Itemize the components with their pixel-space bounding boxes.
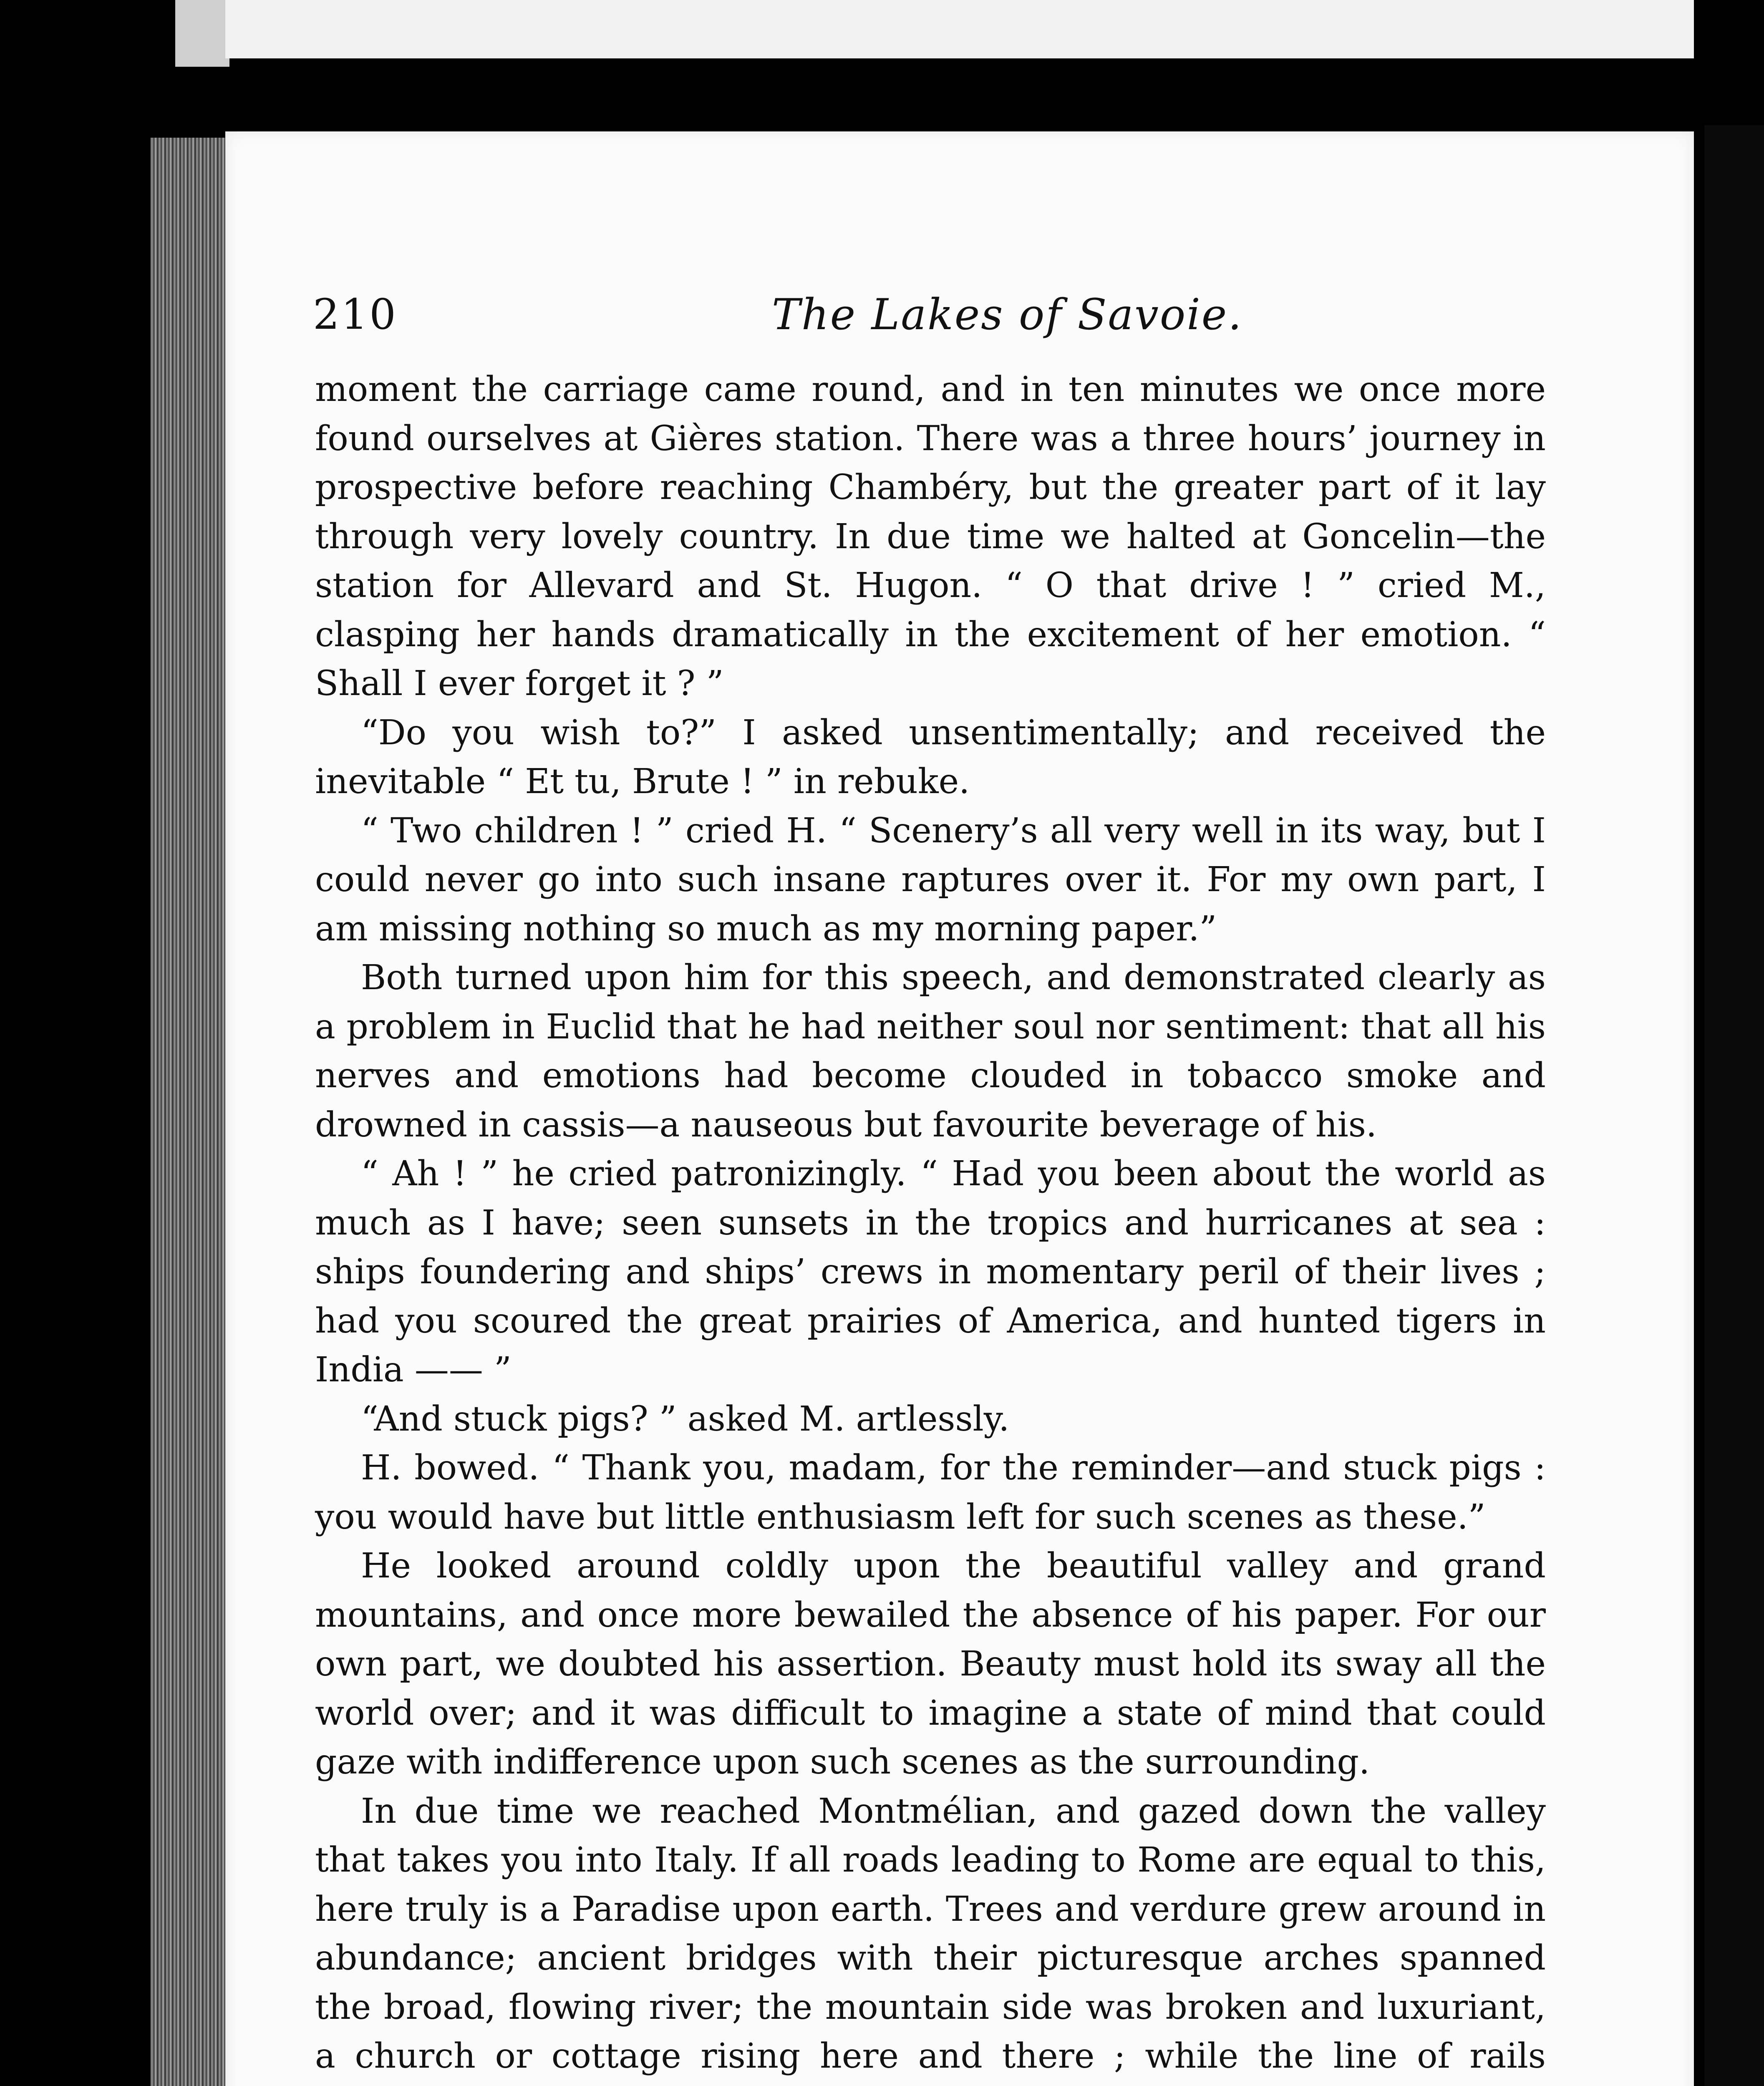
running-title: The Lakes of Savoie. (772, 290, 1243, 340)
paragraph: “And stuck pigs? ” asked M. artlessly. (361, 1399, 1010, 1439)
right-page-edge (1704, 125, 1764, 2086)
paragraph: “ Ah ! ” he cried patronizingly. “ Had you been about the world as much as I have; seen sunsets in the tropics and hurricanes at sea : ships foundering and ships’ crews in momentary peril of their lives ; had you scoured the great prairies of America, and hunted tigers in India —— ” (315, 1154, 1546, 1390)
paragraph: “ Two children ! ” cried H. “ Scenery’s all very well in its way, but I could never go into such insane raptures over it. For my own part, I am missing nothing so much as my morning paper.” (315, 811, 1546, 949)
book-page-edges (150, 138, 238, 2086)
paragraph: He looked around coldly upon the beautiful valley and grand mountains, and once more bewailed the absence of his paper. For our own part, we doubted his assertion. Beauty must hold its sway all the world over; and it was difficult to imagine a state of mind that could gaze with indifference upon such scenes as the surrounding. (315, 1546, 1546, 1782)
paragraph: Both turned upon him for this speech, and demonstrated clearly as a problem in Euclid that he had neither soul nor sentiment: that all his nerves and emotions had become clouded in tobacco smoke and drowned in cassis—a nauseous but favourite beverage of his. (315, 958, 1546, 1145)
body-text (315, 365, 1546, 2086)
previous-page-strip (225, 0, 1694, 58)
paragraph: moment the carriage came round, and in ten minutes we once more found ourselves at Gières station. There was a three hours’ journey in prospective before reaching Chambéry, but the greater part of it lay through very lovely country. In due time we halted at Goncelin—the station for Allevard and St. Hugon. “ O that drive ! ” cried M., clasping her hands dramatically in the excitement of her emotion. “ Shall I ever forget it ? ” (315, 370, 1546, 703)
page-header (313, 290, 1602, 357)
page-number: 210 (313, 290, 398, 339)
paragraph: “Do you wish to?” I asked unsentimentally; and received the inevitable “ Et tu, Brute ! ” in rebuke. (315, 713, 1546, 801)
paragraph: In due time we reached Montmélian, and gazed down the valley that takes you into Italy. If all roads leading to Rome are equal to this, here truly is a Paradise upon earth. Trees and verdure grew around in abundance; ancient bridges with their picturesque arches spanned the broad, flowing river; the mountain side was broken and luxuriant, a church or cottage rising here and there ; while the line of rails (315, 1791, 1546, 2076)
paragraph: H. bowed. “ Thank you, madam, for the reminder—and stuck pigs : you would have but little enthusiasm left for such scenes as these.” (315, 1448, 1546, 1537)
top-page-edge (175, 0, 229, 67)
